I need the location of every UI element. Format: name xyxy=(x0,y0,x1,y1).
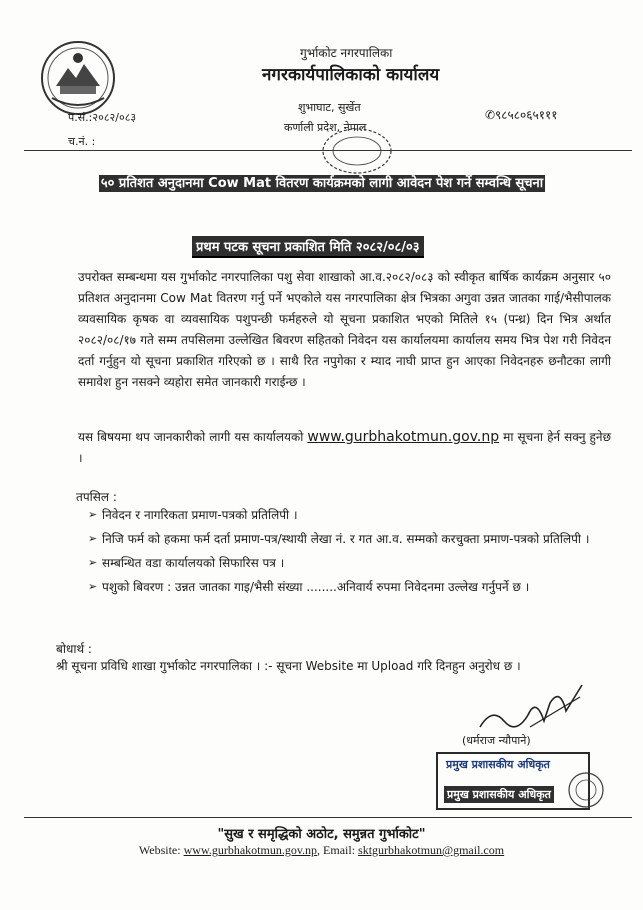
signature-icon xyxy=(470,677,590,737)
nepal-emblem-logo-icon xyxy=(38,38,118,118)
municipality-name: गुर्भाकोट नगरपालिका xyxy=(300,46,393,60)
footer-divider xyxy=(24,817,632,818)
attachments-heading: तपसिल : xyxy=(76,490,117,504)
address-line-1: शुभाघाट, सुर्खेत xyxy=(298,101,361,114)
footer-email-link[interactable]: sktgurbhakotmun@gmail.com xyxy=(358,843,505,857)
footer-email-label: , Email: xyxy=(317,843,359,857)
notice-title xyxy=(80,172,564,195)
paragraph-2-lead: यस बिषयमा थप जानकारीको लागी यस कार्यालयको xyxy=(78,430,308,444)
designation-top: प्रमुख प्रशासकीय अधिकृत xyxy=(446,758,550,771)
footer-contact xyxy=(0,843,643,858)
footer-website-link[interactable]: www.gurbhakotmun.gov.np xyxy=(183,843,318,857)
publication-date-heading: प्रथम पटक सूचना प्रकाशित मिति २०८२/०८/०३ xyxy=(192,236,424,258)
phone-number: ✆९८५८०६५१११ xyxy=(485,108,558,122)
list-item: ➢ निवेदन र नागरिकता प्रमाण-पत्रको प्रतिलिपी । xyxy=(88,505,614,525)
cc-line: श्री सूचना प्रविधि शाखा गुर्भाकोट नगरपालिका । :- सूचना Website मा Upload गरि दिनहुन अनुरोध छ । xyxy=(56,659,521,673)
office-name: नगरकार्यपालिकाको कार्यालय xyxy=(262,65,440,85)
round-seal-icon xyxy=(566,770,606,810)
website-link[interactable]: www.gurbhakotmun.gov.np xyxy=(307,429,500,445)
dispatch-number: च.नं. : xyxy=(68,135,96,148)
address-line-2: कर्णाली प्रदेश, नेपाल xyxy=(284,121,367,134)
reference-number: प.सं.:२०८२/०८३ xyxy=(68,111,137,124)
attachments-list xyxy=(88,505,614,601)
signer-name: (धर्मराज न्यौपाने) xyxy=(462,734,531,747)
designation-bottom: प्रमुख प्रशासकीय अधिकृत xyxy=(444,786,554,803)
footer-website-label: Website: xyxy=(138,843,184,857)
footer-motto: "सुख र समृद्धिको अठोट, समुन्नत गुर्भाकोट" xyxy=(217,827,426,842)
notice-paragraph-1: उपरोक्त सम्बन्धमा यस गुर्भाकोट नगरपालिका पशु सेवा शाखाको आ.व.२०८२/०८३ को स्वीकृत बार्षिक कार्यक्रम अनुसार ५० प्रतिशत अनुदानमा Cow Mat वितरण गर्नु पर्ने भएकोले यस नगरपालिका क्षेत्र भित्रका अगुवा उन्नत जातका गाई/भैसीपालक व्यवसायिक कृषक वा व्यवसायिक पशुपन्छी फर्महरुले यो सूचना प्रकाशित भएको मितिले १५ (पन्ध्र) दिन भित्र अर्थात २०८२/०८/१७ गते सम्म तपसिलमा उल्लेखित बिवरण सहितको निवेदन यस कार्यालयमा कार्यालय समय भित्र पेश गरी निवेदन दर्ता गर्नुहुन यो सूचना प्रकाशित गरिएको छ । साथै रित नपुगेका र म्याद नाघी प्राप्त हुन आएका निवेदनहरु छनौटका लागी समावेश हुन नसक्ने व्यहोरा समेत जानकारी गराईन्छ । xyxy=(78,270,611,389)
office-seal-stamp-icon xyxy=(318,125,396,177)
header-divider xyxy=(24,150,632,151)
notice-title-text: ५० प्रतिशत अनुदानमा Cow Mat वितरण कार्यक्रमको लागी आवेदन पेश गर्ने सम्वन्धि सूचना xyxy=(100,176,544,191)
list-item: ➢ सम्बन्धित वडा कार्यालयको सिफारिस पत्र । xyxy=(88,553,614,573)
paragraph-2-tail: मा सूचना हेर्न सक्नु हुनेछ । xyxy=(78,430,611,465)
list-item: ➢ निजि फर्म को हकमा फर्म दर्ता प्रमाण-पत्र/स्थायी लेखा नं. र गत आ.व. सम्मको करचुक्ता प्रमाण-पत्रको प्रतिलिपी । xyxy=(88,529,614,549)
notice-paragraph-2 xyxy=(78,427,611,469)
cc-heading: बोधार्थ : xyxy=(56,642,92,656)
list-item: ➢ पशुको बिवरण : उन्नत जातका गाइ/भैसी संख्या ........अनिवार्य रुपमा निवेदनमा उल्लेख गर्नुपर्ने छ । xyxy=(88,577,614,597)
